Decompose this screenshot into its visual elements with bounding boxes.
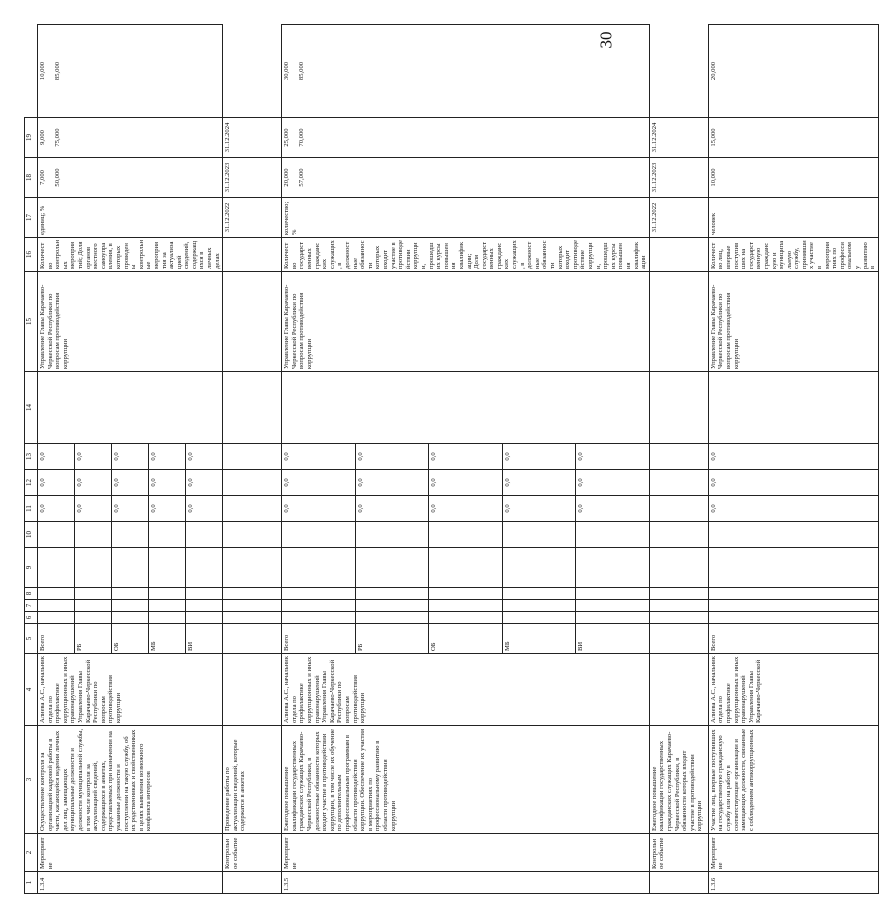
header-cell-17: 17 — [25, 198, 38, 238]
funding-value: 0,0 — [502, 496, 576, 522]
empty-cell — [223, 238, 282, 272]
funding-value: 0,0 — [38, 496, 75, 522]
empty-cell — [38, 522, 75, 548]
empty-cell — [429, 612, 503, 624]
funding-row — [708, 25, 878, 894]
indicator-value: 20,000 — [708, 25, 878, 118]
header-cell-6: 6 — [25, 612, 38, 624]
header-cell-3: 3 — [25, 726, 38, 834]
empty-cell — [355, 522, 429, 548]
header-cell-9: 9 — [25, 548, 38, 588]
responsible-party: Управление Главы Карачаево-Черкесской Республики по вопросам противодействия коррупции — [38, 272, 223, 372]
indicator-value: 9,000 75,000 — [38, 118, 223, 158]
empty-cell — [708, 548, 878, 588]
empty-cell — [649, 600, 708, 612]
indicator-unit: количество; % — [282, 198, 650, 238]
control-name: Проведение работы по актуализации сведений, которые содержатся в анкетах — [223, 726, 282, 834]
header-cell-14: 14 — [25, 372, 38, 444]
funding-value: 0,0 — [282, 470, 356, 496]
funding-value: 0,0 — [149, 496, 186, 522]
empty-cell — [502, 600, 576, 612]
header-cell-4: 4 — [25, 654, 38, 726]
empty-cell — [649, 272, 708, 372]
header-cell-10: 10 — [25, 522, 38, 548]
funding-value: 0,0 — [355, 496, 429, 522]
funding-value: 0,0 — [38, 444, 75, 470]
empty-cell — [649, 238, 708, 272]
empty-cell — [576, 612, 650, 624]
empty-cell — [223, 624, 282, 654]
control-date: 31.12.2022 — [649, 198, 708, 238]
empty-cell — [112, 600, 149, 612]
funding-source: РБ — [355, 624, 429, 654]
responsible-party: Управление Главы Карачаево-Черкесской Республики по вопросам противодействия коррупции — [282, 272, 650, 372]
empty-cell — [223, 272, 282, 372]
responsible-party: Управление Главы Карачаево-Черкесской Республики по вопросам противодействия коррупции — [708, 272, 878, 372]
empty-cell — [186, 548, 223, 588]
control-date: 31.12.2023 — [223, 158, 282, 198]
empty-cell — [282, 588, 356, 600]
item-executor: Алиева А.С., начальник отдела по профилактике коррупционных и иных правонарушений Управления Главы Карачаево-Черкесской — [708, 654, 878, 726]
empty-cell — [649, 588, 708, 600]
empty-cell — [649, 872, 708, 894]
empty-cell — [355, 588, 429, 600]
empty-cell — [282, 612, 356, 624]
empty-cell — [223, 588, 282, 600]
empty-cell — [649, 612, 708, 624]
indicator-name: Количество государственных гражданских служащих, в должностные обязанности которых входит участие в противодействии коррупции, прошедших курсы повышения квалификации; Доля государственных гражданских служащих, в должностные обязанности которых входит противодействие коррупции, прошедших курсы повышения квалификации — [282, 238, 650, 272]
funding-value: 0,0 — [186, 470, 223, 496]
header-cell-15: 15 — [25, 272, 38, 372]
item-executor: Алиева А.С., начальник отдела по профилактике коррупционных и иных правонарушений Управления Главы Карачаево-Черкесской Республики по вопросам противодействия коррупции — [38, 654, 223, 726]
item-type: Мероприятие — [282, 834, 650, 872]
empty-cell — [649, 444, 708, 470]
empty-cell — [38, 612, 75, 624]
header-cell-13: 13 — [25, 444, 38, 470]
empty-cell — [502, 588, 576, 600]
funding-value: 0,0 — [576, 470, 650, 496]
header-cell-19: 19 — [25, 118, 38, 158]
item-type: Мероприятие — [708, 834, 878, 872]
empty-cell — [576, 600, 650, 612]
funding-value: 0,0 — [708, 496, 878, 522]
empty-cell — [282, 372, 650, 444]
indicator-unit: человек — [708, 198, 878, 238]
empty-cell — [282, 522, 356, 548]
empty-cell — [708, 372, 878, 444]
funding-value: 0,0 — [576, 496, 650, 522]
empty-cell — [112, 522, 149, 548]
empty-cell — [649, 470, 708, 496]
funding-source: ВИ — [576, 624, 650, 654]
empty-cell — [223, 654, 282, 726]
empty-cell — [223, 372, 282, 444]
funding-value: 0,0 — [282, 444, 356, 470]
funding-value: 0,0 — [502, 470, 576, 496]
empty-cell — [502, 548, 576, 588]
empty-cell — [502, 522, 576, 548]
landscape-table-stage — [24, 24, 877, 894]
empty-cell — [429, 548, 503, 588]
item-type: Мероприятие — [38, 834, 223, 872]
item-number: 1.3.4 — [38, 872, 223, 894]
funding-value: 0,0 — [38, 470, 75, 496]
funding-value: 0,0 — [429, 496, 503, 522]
funding-value: 0,0 — [429, 444, 503, 470]
funding-value: 0,0 — [502, 444, 576, 470]
funding-value: 0,0 — [708, 470, 878, 496]
funding-value: 0,0 — [149, 470, 186, 496]
empty-cell — [708, 588, 878, 600]
funding-source: МБ — [149, 624, 186, 654]
control-event-row — [223, 25, 282, 894]
funding-source: ОБ — [429, 624, 503, 654]
empty-cell — [149, 548, 186, 588]
item-number: 1.3.5 — [282, 872, 650, 894]
empty-cell — [649, 548, 708, 588]
header-cell-11: 11 — [25, 496, 38, 522]
empty-cell — [223, 612, 282, 624]
empty-cell — [355, 600, 429, 612]
control-type: Контрольное событие — [223, 834, 282, 872]
empty-cell — [38, 548, 75, 588]
empty-cell — [223, 444, 282, 470]
funding-value: 0,0 — [112, 470, 149, 496]
empty-cell — [112, 612, 149, 624]
header-cell-2: 2 — [25, 834, 38, 872]
funding-source: РБ — [75, 624, 112, 654]
empty-cell — [112, 548, 149, 588]
empty-cell — [223, 470, 282, 496]
funding-value: 0,0 — [75, 444, 112, 470]
empty-cell — [112, 588, 149, 600]
empty-cell — [576, 522, 650, 548]
funding-source: ВИ — [186, 624, 223, 654]
indicator-value: 10,000 85,000 — [38, 25, 223, 118]
item-name: Ежегодное повышение квалификации государственных гражданских служащих Карачаево-Черкесской Республики, в должностные обязанности которых входит участие в противодействии коррупции, в том числе их обучение по дополнительным профессиональным программам в области противодействия коррупции. Обеспечение их участия в мероприятиях по профессиональному развитию в области противодействия коррупции — [282, 726, 650, 834]
empty-cell — [282, 548, 356, 588]
empty-cell — [75, 588, 112, 600]
indicator-name: Количество контрольных мероприятий; Доля органов местного самоуправления, в которых проведены контрольные мероприятия за актуализацией сведений, содержащихся в личных делах — [38, 238, 223, 272]
indicator-value: 15,000 — [708, 118, 878, 158]
indicator-value: 30,000 85,000 — [282, 25, 650, 118]
funding-value: 0,0 — [186, 444, 223, 470]
empty-cell — [355, 612, 429, 624]
item-name: Участие лиц, впервые поступивших на государственную гражданскую службу или на работу в соответствующие организации и замещающих должности, связанные с соблюдением антикоррупционных — [708, 726, 878, 834]
funding-source: Всего — [282, 624, 356, 654]
empty-cell — [649, 372, 708, 444]
header-row — [25, 25, 38, 894]
empty-cell — [223, 600, 282, 612]
empty-cell — [576, 548, 650, 588]
funding-value: 0,0 — [149, 444, 186, 470]
funding-source: ОБ — [112, 624, 149, 654]
funding-value: 0,0 — [355, 470, 429, 496]
empty-cell — [429, 588, 503, 600]
empty-cell — [75, 612, 112, 624]
item-executor: Алиева А.С., начальник отдела по профилактике коррупционных и иных правонарушений Управления Главы Карачаево-Черкесской Республики по вопросам противодействия коррупции — [282, 654, 650, 726]
indicator-value: 20,000 57,000 — [282, 158, 650, 198]
control-date: 31.12.2024 — [223, 118, 282, 158]
empty-cell — [186, 588, 223, 600]
header-cell-12: 12 — [25, 470, 38, 496]
empty-cell — [38, 372, 223, 444]
empty-cell — [223, 522, 282, 548]
indicator-name: Количество лиц, впервые поступивших на государственную гражданскую и муниципальную службу, принявших участие в мероприятиях по профессиональному развитию в — [708, 238, 878, 272]
header-cell-7: 7 — [25, 600, 38, 612]
funding-row — [282, 25, 356, 894]
indicator-unit: единиц; % — [38, 198, 223, 238]
empty-cell — [649, 624, 708, 654]
empty-cell — [429, 522, 503, 548]
funding-source: Всего — [708, 624, 878, 654]
empty-cell — [708, 600, 878, 612]
funding-value: 0,0 — [112, 444, 149, 470]
control-event-row — [649, 25, 708, 894]
empty-cell — [186, 522, 223, 548]
empty-cell — [282, 600, 356, 612]
control-date: 31.12.2023 — [649, 158, 708, 198]
funding-value: 0,0 — [576, 444, 650, 470]
funding-value: 0,0 — [355, 444, 429, 470]
empty-cell — [75, 600, 112, 612]
funding-source: Всего — [38, 624, 75, 654]
control-type: Контрольное событие — [649, 834, 708, 872]
funding-value: 0,0 — [708, 444, 878, 470]
empty-cell — [223, 548, 282, 588]
indicator-value: 7,000 50,000 — [38, 158, 223, 198]
page-number: 30 — [596, 31, 616, 49]
empty-cell — [38, 588, 75, 600]
empty-cell — [149, 522, 186, 548]
header-cell-16: 16 — [25, 238, 38, 272]
header-cell-5: 5 — [25, 624, 38, 654]
indicator-value: 25,000 70,000 — [282, 118, 650, 158]
empty-cell — [149, 612, 186, 624]
funding-row — [38, 25, 75, 894]
empty-cell — [708, 522, 878, 548]
funding-value: 0,0 — [75, 470, 112, 496]
empty-cell — [429, 600, 503, 612]
empty-cell — [649, 522, 708, 548]
funding-value: 0,0 — [112, 496, 149, 522]
control-name: Ежегодное повышение квалификации государственных гражданских служащих Карачаево-Черкесской Республики, в обязанности которых входит участие в противодействии коррупции — [649, 726, 708, 834]
empty-cell — [186, 600, 223, 612]
empty-cell — [223, 496, 282, 522]
empty-cell — [355, 548, 429, 588]
empty-cell — [708, 612, 878, 624]
empty-cell — [649, 496, 708, 522]
funding-value: 0,0 — [282, 496, 356, 522]
empty-cell — [502, 612, 576, 624]
funding-value: 0,0 — [186, 496, 223, 522]
rotated-table-area — [24, 24, 877, 894]
indicator-value: 10,000 — [708, 158, 878, 198]
empty-cell — [75, 522, 112, 548]
empty-cell — [38, 600, 75, 612]
funding-source: МБ — [502, 624, 576, 654]
header-cell-8: 8 — [25, 588, 38, 600]
funding-value: 0,0 — [429, 470, 503, 496]
empty-cell — [223, 872, 282, 894]
funding-value: 0,0 — [75, 496, 112, 522]
control-date: 31.12.2022 — [223, 198, 282, 238]
item-number: 1.3.6 — [708, 872, 878, 894]
empty-cell — [149, 600, 186, 612]
empty-cell — [75, 548, 112, 588]
item-name: Осуществление контроля за организацией кадровой работы в части, касающейся ведения личных дел лиц, замещающих муниципальные должности и должности муниципальной службы, в том числе контроля за актуализацией сведений, содержащихся в анкетах, представляемых при назначении на указанные должности и поступлении на такую службу, об их родственниках и свойственниках в целях выявления возможного конфликта интересов — [38, 726, 223, 834]
control-date: 31.12.2024 — [649, 118, 708, 158]
header-cell-1: 1 — [25, 872, 38, 894]
empty-cell — [649, 654, 708, 726]
empty-cell — [576, 588, 650, 600]
empty-cell — [149, 588, 186, 600]
empty-cell — [186, 612, 223, 624]
program-table — [24, 24, 879, 894]
header-cell-18: 18 — [25, 158, 38, 198]
